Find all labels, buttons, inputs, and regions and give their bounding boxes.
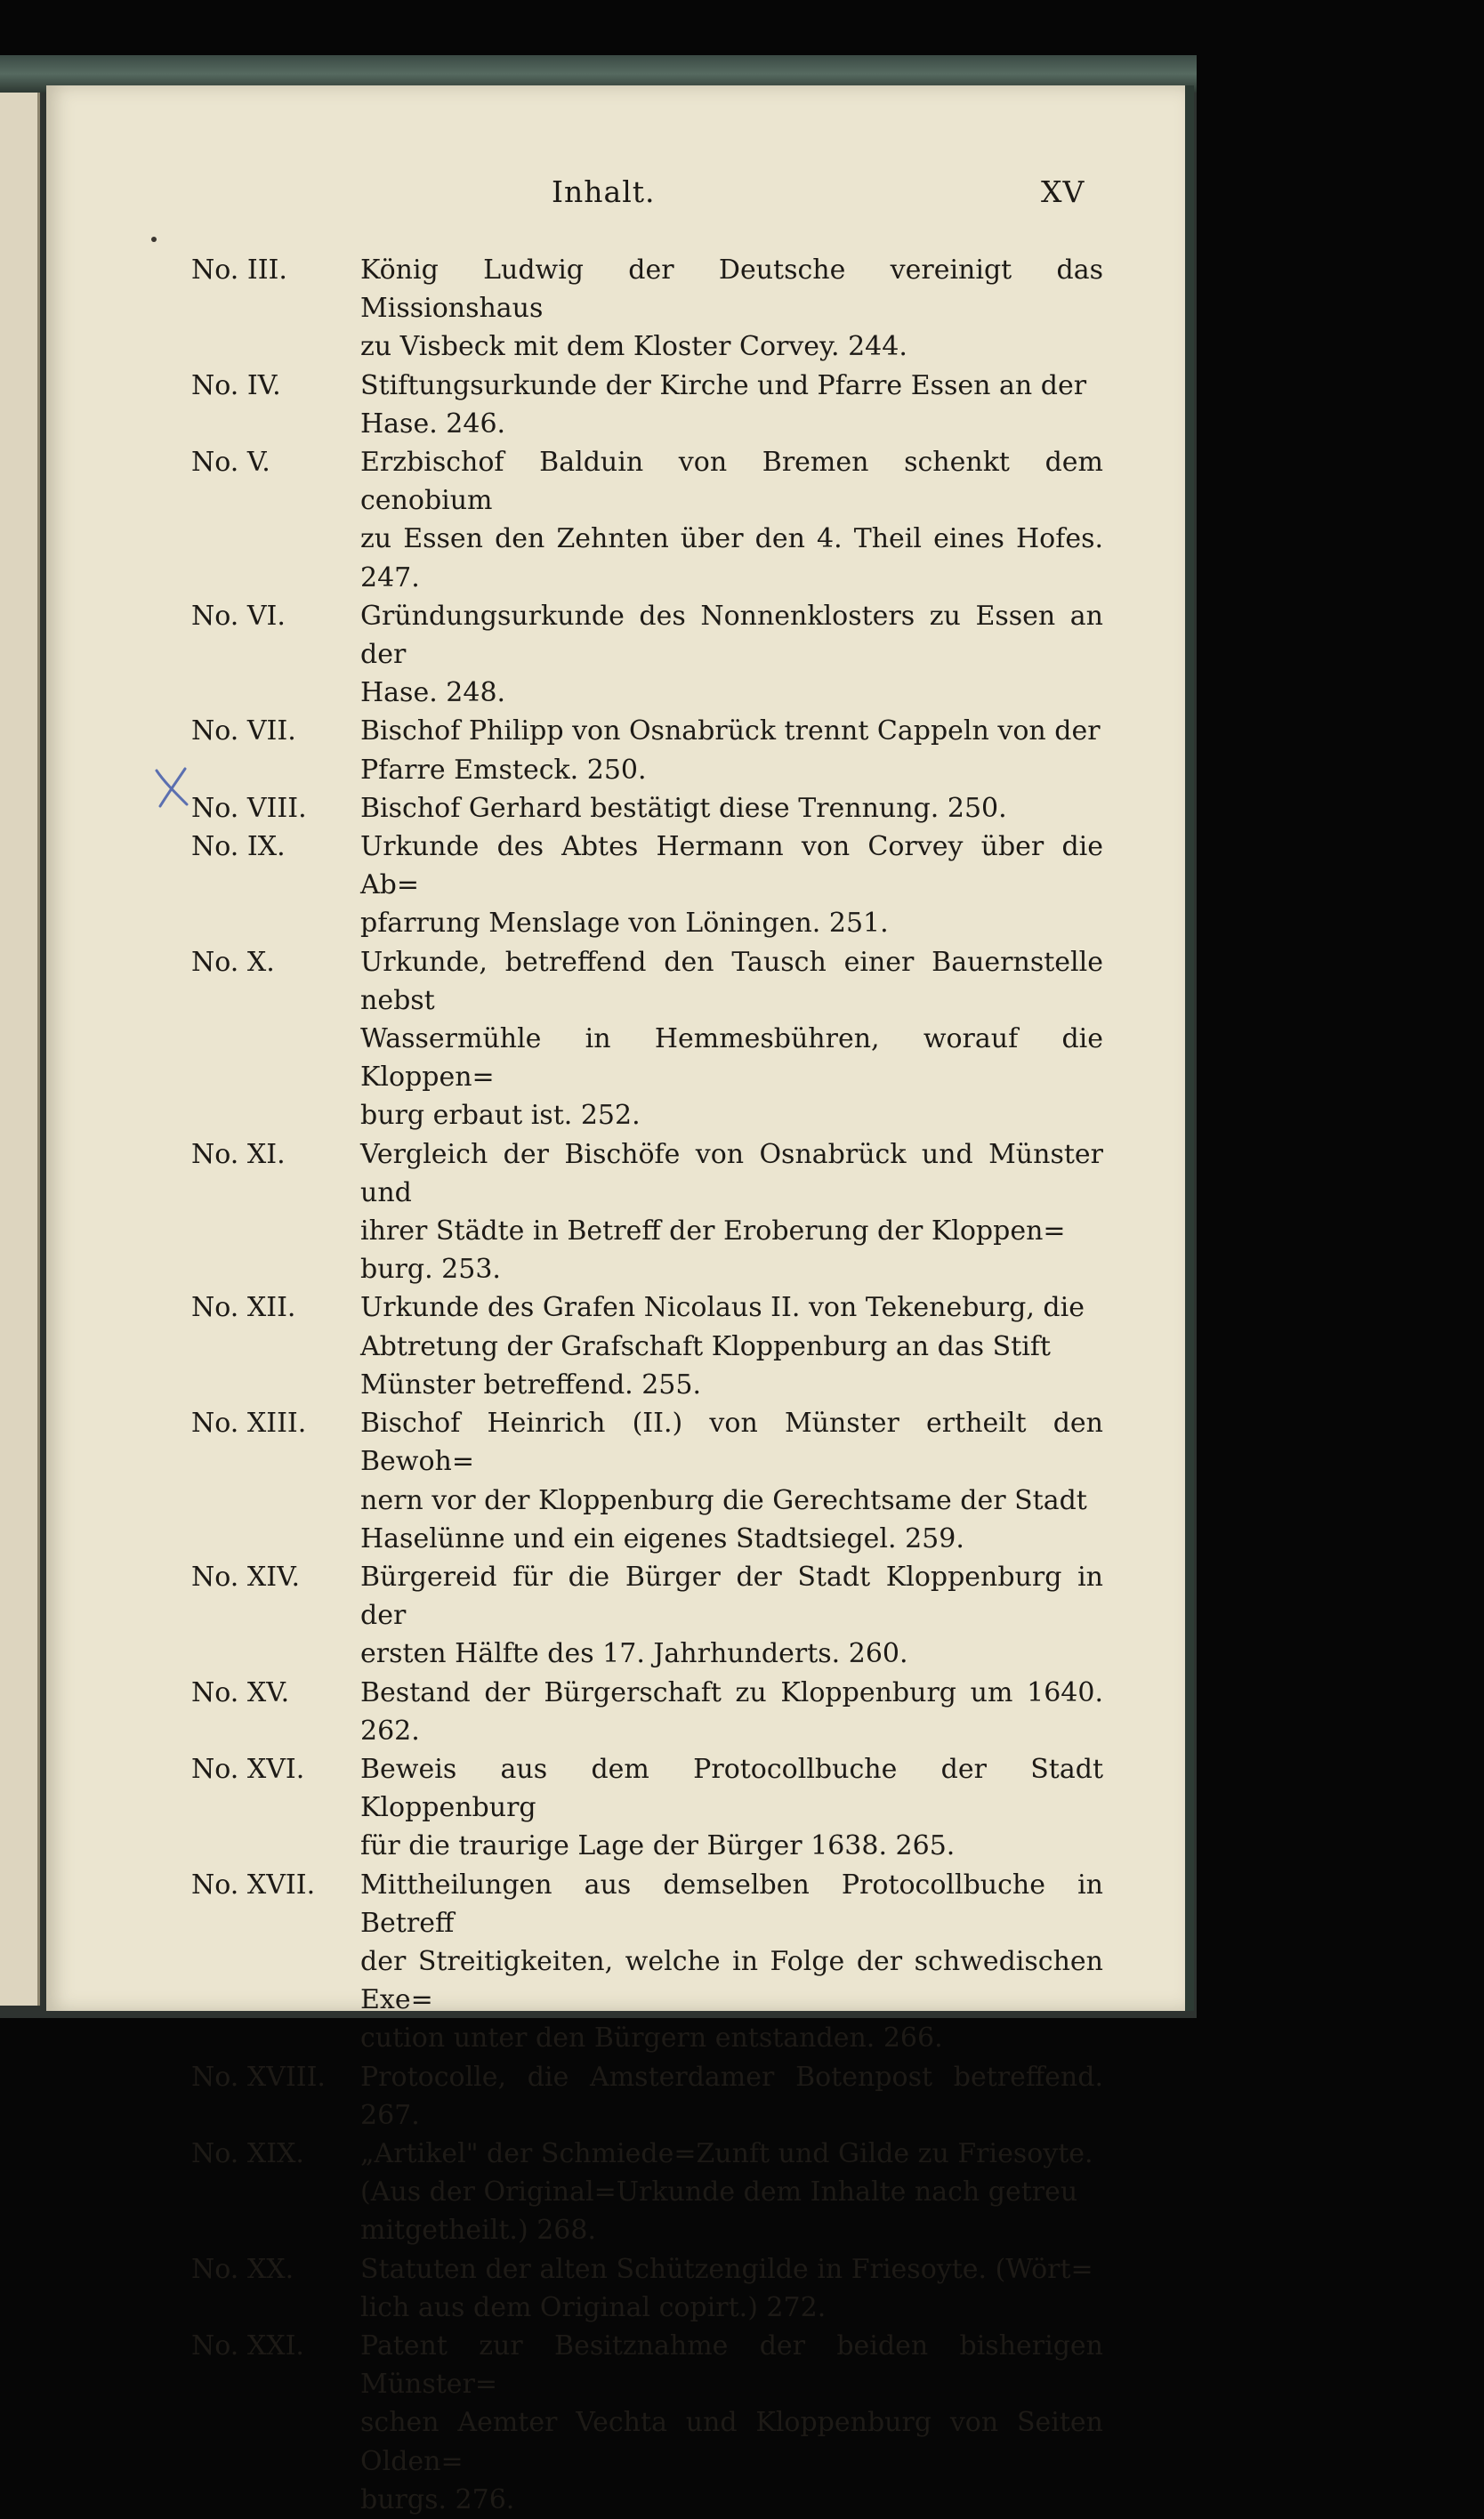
toc-entry: [191, 828, 1103, 943]
entry-number: No. IV.: [191, 369, 281, 401]
entry-line: pfarrung Menslage von Löningen. 251.: [360, 908, 889, 940]
entry-line: Haselünne und ein eigenes Stadtsiegel. 259.: [360, 1522, 964, 1554]
entry-line: für die traurige Lage der Bürger 1638. 265.: [360, 1830, 956, 1862]
entry-description: [360, 597, 1103, 713]
entry-number: No. X.: [191, 946, 275, 978]
entry-number: No. XVII.: [191, 1869, 316, 1901]
entry-number: No. XIV.: [191, 1561, 301, 1593]
pencil-x-mark-icon: [151, 765, 192, 810]
entry-line: ihrer Städte in Betreff der Eroberung der Kloppen=: [360, 1215, 1066, 1247]
entry-number: No. XI.: [191, 1138, 286, 1170]
entry-description: [360, 2250, 1103, 2327]
entry-description: [360, 2135, 1103, 2250]
entry-line: Urkunde, betreffend den Tausch einer Bauernstelle nebst: [360, 946, 1103, 1016]
entry-number: No. IX.: [191, 831, 286, 863]
entry-line: Bischof Philipp von Osnabrück trennt Cappeln von der: [360, 715, 1101, 747]
entry-number: No. VI.: [191, 600, 286, 632]
entry-number: No. XIX.: [191, 2137, 304, 2169]
running-title: Inhalt.: [552, 174, 656, 209]
entry-number: No. XIII.: [191, 1408, 307, 1440]
toc-entry: [191, 367, 1103, 443]
entry-line: Protocolle, die Amsterdamer Botenpost betreffend. 267.: [360, 2061, 1103, 2131]
entry-line: der Streitigkeiten, welche in Folge der schwedischen Exe=: [360, 1945, 1103, 2016]
entry-number: No. XXI.: [191, 2329, 304, 2362]
entry-description: [360, 443, 1103, 597]
entry-line: Bestand der Bürgerschaft zu Kloppenburg um 1640. 262.: [360, 1676, 1103, 1747]
entry-line: König Ludwig der Deutsche vereinigt das Missionshaus: [360, 254, 1103, 325]
toc-entry: [191, 1866, 1103, 2058]
toc-entry: [191, 2135, 1103, 2250]
entry-line: Urkunde des Grafen Nicolaus II. von Tekeneburg, die: [360, 1292, 1085, 1324]
entry-number: No. III.: [191, 254, 287, 286]
entry-line: Bischof Heinrich (II.) von Münster ertheilt den Bewoh=: [360, 1408, 1103, 1478]
entry-line: burg. 253.: [360, 1254, 501, 1286]
entry-description: [360, 251, 1103, 367]
toc-entry: [191, 2250, 1103, 2327]
entry-description: [360, 712, 1103, 788]
entry-number: No. VII.: [191, 715, 296, 747]
entry-line: Stiftungsurkunde der Kirche und Pfarre Essen an der: [360, 369, 1087, 401]
entry-line: Hase. 246.: [360, 408, 506, 440]
entry-description: [360, 2327, 1103, 2519]
toc-entry: [191, 712, 1103, 788]
toc-entry: [191, 1674, 1103, 1750]
toc-entry: [191, 597, 1103, 713]
entry-number: No. XVI.: [191, 1753, 305, 1785]
entry-line: (Aus der Original=Urkunde dem Inhalte nach getreu: [360, 2176, 1078, 2208]
entry-line: „Artikel" der Schmiede=Zunft und Gilde zu Friesoyte.: [360, 2137, 1093, 2169]
entry-line: nern vor der Kloppenburg die Gerechtsame der Stadt: [360, 1484, 1087, 1516]
entry-line: Urkunde des Abtes Hermann von Corvey über die Ab=: [360, 831, 1103, 901]
entry-line: Erzbischof Balduin von Bremen schenkt dem cenobium: [360, 447, 1103, 517]
facing-page-edge: [0, 93, 40, 2006]
entry-description: [360, 367, 1103, 443]
entry-description: [360, 943, 1103, 1135]
ink-speck: [151, 237, 157, 242]
toc-entry: [191, 1404, 1103, 1558]
entry-number: No. XX.: [191, 2253, 294, 2285]
toc-entry: [191, 1558, 1103, 1674]
entry-description: [360, 1135, 1103, 1289]
entry-description: [360, 1288, 1103, 1404]
table-of-contents: [191, 251, 1103, 2519]
entry-description: [360, 1404, 1103, 1558]
entry-line: Bischof Gerhard bestätigt diese Trennung. 250.: [360, 792, 1007, 824]
toc-entry: [191, 251, 1103, 367]
toc-entry: [191, 443, 1103, 597]
entry-number: No. VIII.: [191, 792, 307, 824]
entry-number: No. XV.: [191, 1676, 290, 1708]
entry-line: Abtretung der Grafschaft Kloppenburg an das Stift: [360, 1330, 1051, 1362]
entry-line: Statuten der alten Schützengilde in Friesoyte. (Wört=: [360, 2253, 1093, 2285]
entry-description: [360, 1866, 1103, 2058]
entry-number: No. XVIII.: [191, 2061, 326, 2093]
toc-entry: [191, 943, 1103, 1135]
entry-line: schen Aemter Vechta und Kloppenburg von Seiten Olden=: [360, 2407, 1103, 2477]
entry-description: [360, 789, 1103, 828]
toc-entry: [191, 2327, 1103, 2519]
entry-line: Wassermühle in Hemmesbühren, worauf die Kloppen=: [360, 1023, 1103, 1094]
entry-description: [360, 828, 1103, 943]
toc-entry: [191, 1288, 1103, 1404]
entry-line: Bürgereid für die Bürger der Stadt Kloppenburg in der: [360, 1561, 1103, 1632]
entry-line: mitgetheilt.) 268.: [360, 2215, 597, 2247]
entry-description: [360, 1750, 1103, 1866]
entry-description: [360, 1674, 1103, 1750]
entry-line: zu Essen den Zehnten über den 4. Theil eines Hofes. 247.: [360, 523, 1103, 593]
entry-line: burgs. 276.: [360, 2483, 515, 2515]
entry-line: Patent zur Besitznahme der beiden bisherigen Münster=: [360, 2329, 1103, 2401]
entry-description: [360, 1558, 1103, 1674]
entry-line: lich aus dem Original copirt.) 272.: [360, 2291, 827, 2323]
entry-line: Mittheilungen aus demselben Protocollbuche in Betreff: [360, 1869, 1103, 1939]
entry-line: burg erbaut ist. 252.: [360, 1100, 641, 1132]
entry-line: ersten Hälfte des 17. Jahrhunderts. 260.: [360, 1638, 908, 1670]
toc-entry: [191, 789, 1103, 828]
toc-entry: [191, 1135, 1103, 1289]
entry-line: cution unter den Bürgern entstanden. 266.: [360, 2022, 943, 2055]
entry-number: No. XII.: [191, 1292, 296, 1324]
page-number: XV: [1041, 174, 1085, 209]
entry-line: Pfarre Emsteck. 250.: [360, 754, 647, 786]
entry-line: Münster betreffend. 255.: [360, 1368, 702, 1401]
entry-line: Gründungsurkunde des Nonnenklosters zu Essen an der: [360, 600, 1103, 671]
entry-line: Hase. 248.: [360, 677, 506, 709]
entry-line: Vergleich der Bischöfe von Osnabrück und Münster und: [360, 1138, 1103, 1208]
toc-entry: [191, 1750, 1103, 1866]
entry-number: No. V.: [191, 447, 270, 479]
entry-line: Beweis aus dem Protocollbuche der Stadt Kloppenburg: [360, 1753, 1103, 1824]
entry-line: zu Visbeck mit dem Kloster Corvey. 244.: [360, 331, 907, 363]
